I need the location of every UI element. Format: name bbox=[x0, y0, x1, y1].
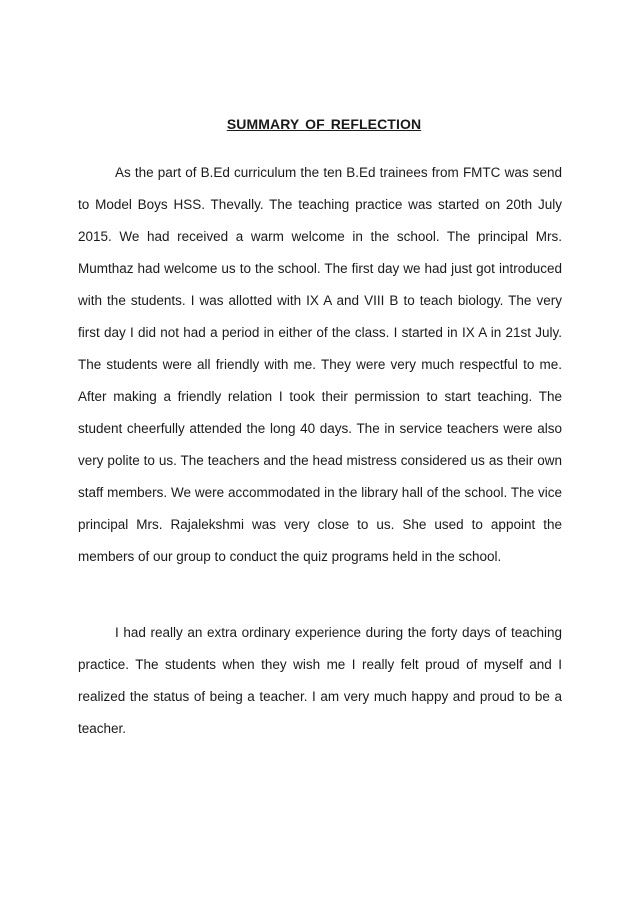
paragraph-2: I had really an extra ordinary experience during the forty days of teaching practice. The students when they wish me I really felt proud of myself and I realized the status of being a teacher. I am very much happy and proud to be a teacher. bbox=[78, 625, 562, 736]
paragraph-1: As the part of B.Ed curriculum the ten B.Ed trainees from FMTC was send to Model Boys HSS. Thevally. The teaching practice was started on 20th July 2015. We had received a warm welcome in the school. The principal Mrs. Mumthaz had welcome us to the school. The first day we had just got introduced with the students. I was allotted with IX A and VIII B to teach biology. The very first day I did not had a period in either of the class. I started in IX A in 21st July. The students were all friendly with me. They were very much respectful to me. After making a friendly relation I took their permission to start teaching. The student cheerfully attended the long 40 days. The in service teachers were also very polite to us. The teachers and the head mistress considered us as their own staff members. We were accommodated in the library hall of the school. The vice principal Mrs. Rajalekshmi was very close to us. She used to appoint the members of our group to conduct the quiz programs held in the school. bbox=[78, 165, 562, 564]
document-title: SUMMARY OF REFLECTION bbox=[226, 116, 422, 132]
